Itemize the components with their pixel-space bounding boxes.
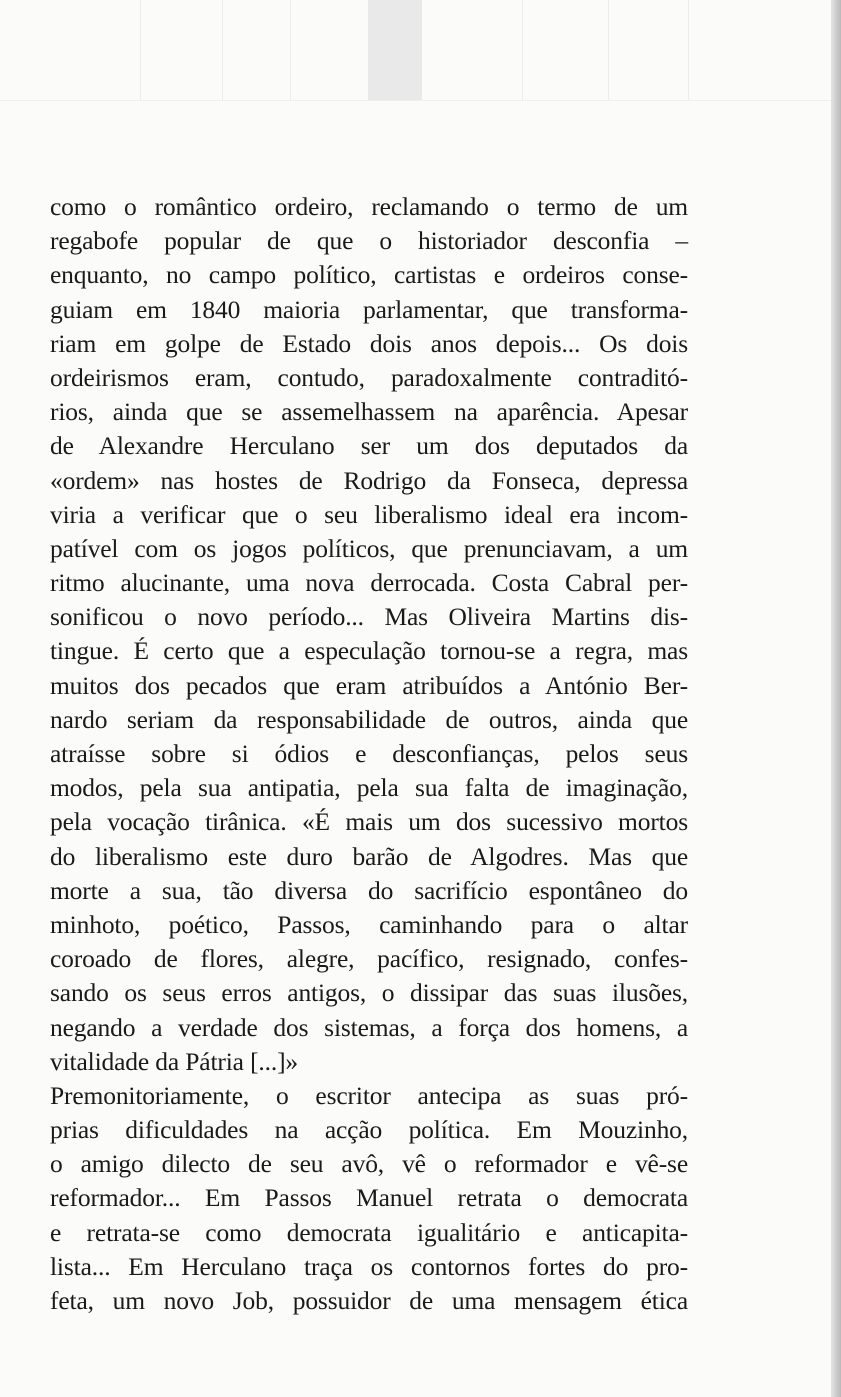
text-line: o amigo dilecto de seu avô, vê o reformador e vê-se — [50, 1149, 688, 1179]
text-line: lista... Em Herculano traça os contornos fortes do pro- — [50, 1251, 688, 1281]
text-line: enquanto, no campo político, cartistas e ordeiros conse- — [50, 260, 688, 290]
text-line: reformador... Em Passos Manuel retrata o democrata — [50, 1183, 688, 1213]
text-line: rios, ainda que se assemelhassem na aparência. Apesar — [50, 397, 688, 427]
text-line: «ordem» nas hostes de Rodrigo da Fonseca, depressa — [50, 465, 688, 495]
text-line: atraísse sobre si ódios e desconfianças, pelos seus — [50, 739, 688, 768]
show-through-rule — [0, 100, 841, 101]
text-line: sonificou o novo período... Mas Oliveira Martins dis- — [50, 602, 688, 632]
text-line: prias dificuldades na acção política. Em Mouzinho, — [50, 1115, 688, 1145]
text-line: sando os seus erros antigos, o dissipar das suas ilusões, — [50, 978, 688, 1008]
page-edge-shadow — [831, 0, 841, 1397]
text-line: regabofe popular de que o historiador desconfia – — [50, 226, 688, 256]
text-line: guiam em 1840 maioria parlamentar, que transforma- — [50, 294, 688, 324]
show-through-table-cell — [522, 0, 609, 100]
text-line: feta, um novo Job, possuidor de uma mensagem ética — [50, 1286, 688, 1315]
text-line: como o romântico ordeiro, reclamando o termo de um — [50, 192, 688, 221]
reverse-page-show-through — [0, 0, 841, 140]
show-through-table-cell — [50, 0, 141, 100]
text-line: negando a verdade dos sistemas, a força dos homens, a — [50, 1012, 688, 1042]
text-line: ordeirismos eram, contudo, paradoxalmente contraditó- — [50, 362, 688, 392]
text-line: de Alexandre Herculano ser um dos deputados da — [50, 431, 688, 461]
show-through-shaded-cell — [368, 0, 422, 100]
text-line: Premonitoriamente, o escritor antecipa as suas pró- — [50, 1080, 688, 1110]
text-line: morte a sua, tão diversa do sacrifício espontâneo do — [50, 875, 688, 905]
text-line: tingue. É certo que a especulação tornou-se a regra, mas — [50, 636, 688, 666]
show-through-table-cell — [422, 0, 523, 100]
show-through-table-cell — [140, 0, 223, 100]
text-line: vitalidade da Pátria [...]» — [50, 1046, 299, 1076]
show-through-table-cell — [608, 0, 689, 100]
text-line: nardo seriam da responsabilidade de outros, ainda que — [50, 704, 688, 734]
text-line: ritmo alucinante, uma nova derrocada. Costa Cabral per- — [50, 568, 688, 598]
body-text — [50, 190, 688, 1318]
text-line: minhoto, poético, Passos, caminhando para o altar — [50, 909, 688, 939]
text-line: viria a verificar que o seu liberalismo ideal era incom- — [50, 499, 688, 529]
text-line: patível com os jogos políticos, que prenunciavam, a um — [50, 533, 688, 563]
show-through-table-cell — [290, 0, 369, 100]
text-line: modos, pela sua antipatia, pela sua falta de imaginação, — [50, 773, 688, 803]
text-line: muitos dos pecados que eram atribuídos a António Ber- — [50, 670, 688, 700]
text-line: riam em golpe de Estado dois anos depois... Os dois — [50, 328, 688, 358]
text-line: pela vocação tirânica. «É mais um dos sucessivo mortos — [50, 807, 688, 837]
text-line: coroado de flores, alegre, pacífico, resignado, confes- — [50, 944, 688, 974]
text-line: do liberalismo este duro barão de Algodres. Mas que — [50, 841, 688, 871]
text-line: e retrata-se como democrata igualitário e anticapita- — [50, 1217, 688, 1247]
show-through-table-cell — [222, 0, 291, 100]
